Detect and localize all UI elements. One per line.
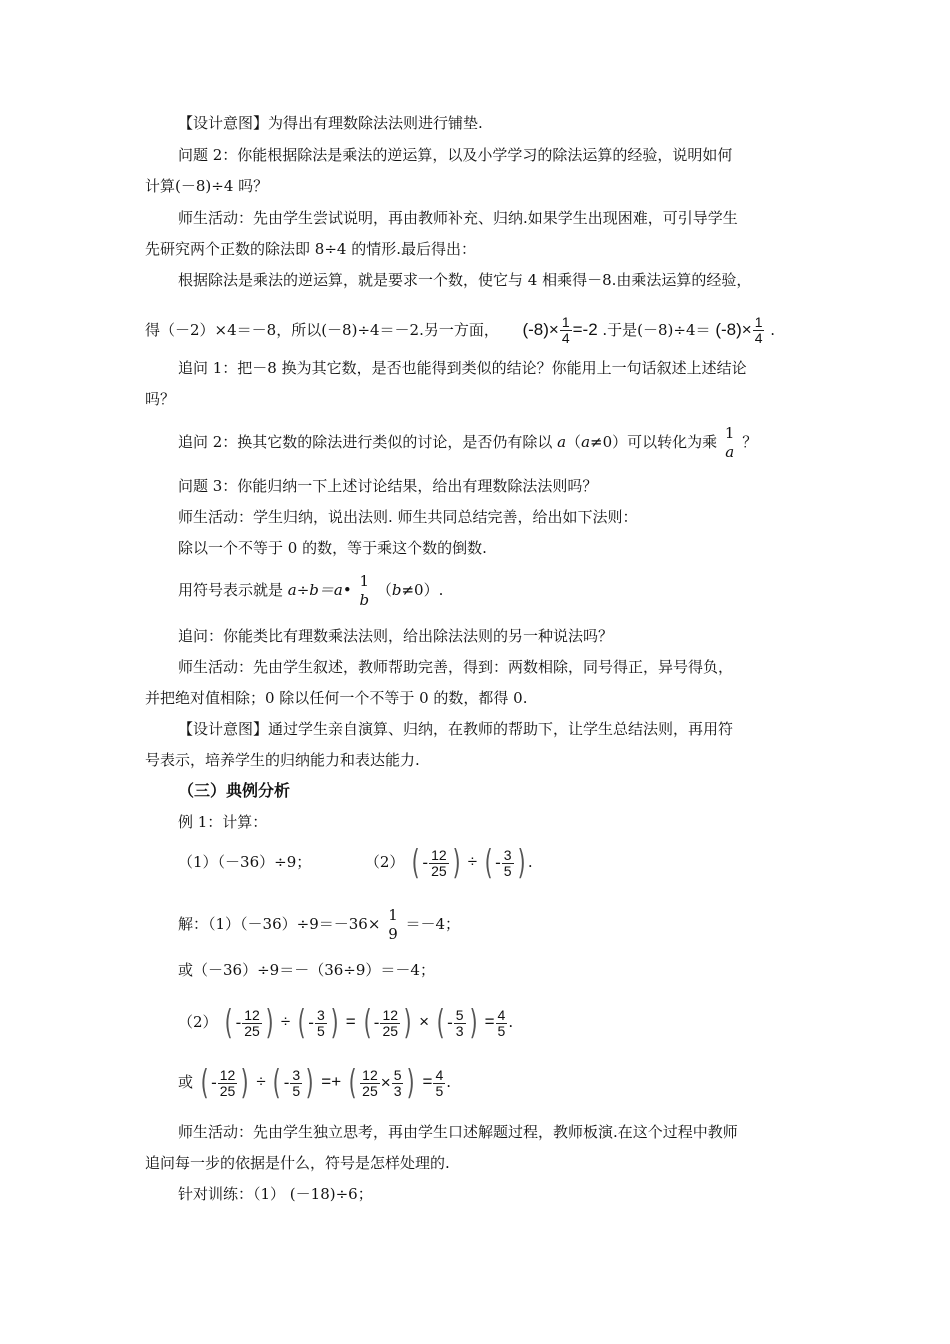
activity-3: 师生活动：先由学生叙述，教师帮助完善，得到：两数相除，同号得正，异号得负， xyxy=(178,658,734,676)
expr-neg-3-5: ( - $\frac{3}{5}$ ) xyxy=(484,843,526,883)
example-1-problems: （1）（－36）÷9； （2） ( - $\frac{12}{25}$ ) ÷ ( - $\frac{3}{5}$ ) . xyxy=(178,838,533,886)
activity-4: 师生活动：先由学生独立思考，再由学生口述解题过程，教师板演.在这个过程中教师 xyxy=(178,1123,738,1141)
activity-2: 师生活动：学生归纳，说出法则. 师生共同总结完善，给出如下法则： xyxy=(178,508,638,526)
equation-neg8-times-quarter-2: (-8)× $\frac{1}{4}$ xyxy=(715,314,763,347)
design-intent-1: 【设计意图】为得出有理数除法法则进行铺垫. xyxy=(178,114,483,132)
follow-up-1: 追问 1：把－8 换为其它数，是否也能得到类似的结论？你能用上一句话叙述上述结论 xyxy=(178,359,747,377)
follow-up-2: 追问 2：换其它数的除法进行类似的讨论，是否仍有除以 a（a≠0）可以转化为乘 1 a ？ xyxy=(178,423,758,461)
practice: 针对训练：（1） (－18)÷6； xyxy=(178,1185,373,1203)
solution-1: 解：（1）（－36）÷9＝－36× 1 9 ＝－4； xyxy=(178,905,461,943)
solution-1-alt: 或（－36）÷9＝－（36÷9）＝－4； xyxy=(178,961,435,979)
reasoning-conclusion: 得（－2）×4＝－8，所以(－8)÷4＝－2.另一方面， (-8)× $\frac{1}{4}$ =-2 .于是(－8)÷4＝ (-8)× $\frac{1}{4}$ . xyxy=(145,314,775,347)
equation-neg8-times-quarter: (-8)× $\frac{1}{4}$ =-2 xyxy=(522,314,598,347)
question-2: 问题 2：你能根据除法是乘法的逆运算，以及小学学习的除法运算的经验，说明如何 xyxy=(178,146,733,164)
fraction-one-ninth: 1 9 xyxy=(388,905,398,943)
question-3: 问题 3：你能归纳一下上述讨论结果，给出有理数除法法则吗？ xyxy=(178,477,598,495)
fraction-one-over-a: 1 a xyxy=(724,423,735,461)
division-rule: 除以一个不等于 0 的数，等于乘这个数的倒数. xyxy=(178,539,487,557)
example-1-label: 例 1：计算： xyxy=(178,813,268,831)
activity-1: 师生活动：先由学生尝试说明，再由教师补充、归纳.如果学生出现困难，可引导学生 xyxy=(178,209,738,227)
activity-1-cont: 先研究两个正数的除法即 8÷4 的情形.最后得出： xyxy=(145,240,476,258)
design-intent-2-cont: 号表示，培养学生的归纳能力和表达能力. xyxy=(145,751,420,769)
expr-neg-12-25: ( - $\frac{12}{25}$ ) xyxy=(411,843,461,883)
question-2-cont: 计算(－8)÷4 吗？ xyxy=(145,177,269,195)
solution-2: （2） ( - $\frac{12}{25}$ ) ÷ ( - $\frac{3}{5}$ ) = ( - $\frac{12}{25}$ ) × ( - $\frac{5}{3}$ ) = $\frac{4}{5}$ . xyxy=(178,1003,514,1043)
follow-up-1-cont: 吗？ xyxy=(145,390,176,408)
activity-4-cont: 追问每一步的依据是什么，符号是怎样处理的. xyxy=(145,1154,450,1172)
fraction-one-over-b: 1 b xyxy=(359,571,370,609)
design-intent-2: 【设计意图】通过学生亲自演算、归纳，在教师的帮助下，让学生总结法则，再用符 xyxy=(178,720,734,738)
follow-up-3: 追问：你能类比有理数乘法法则，给出除法法则的另一种说法吗？ xyxy=(178,627,614,645)
activity-3-cont: 并把绝对值相除；0 除以任何一个不等于 0 的数，都得 0. xyxy=(145,689,528,707)
symbolic-rule: 用符号表示就是 a÷b＝a• 1 b （b≠0）. xyxy=(178,571,444,609)
reasoning-line: 根据除法是乘法的逆运算，就是要求一个数，使它与 4 相乘得－8.由乘法运算的经验， xyxy=(178,271,752,289)
solution-2-alt: 或 ( - $\frac{12}{25}$ ) ÷ ( - $\frac{3}{5}$ ) =+ ( $\frac{12}{25}$ × $\frac{5}{3}$ ) = $\frac{4}{5}$ . xyxy=(178,1063,452,1103)
section-heading: （三）典例分析 xyxy=(178,781,291,800)
